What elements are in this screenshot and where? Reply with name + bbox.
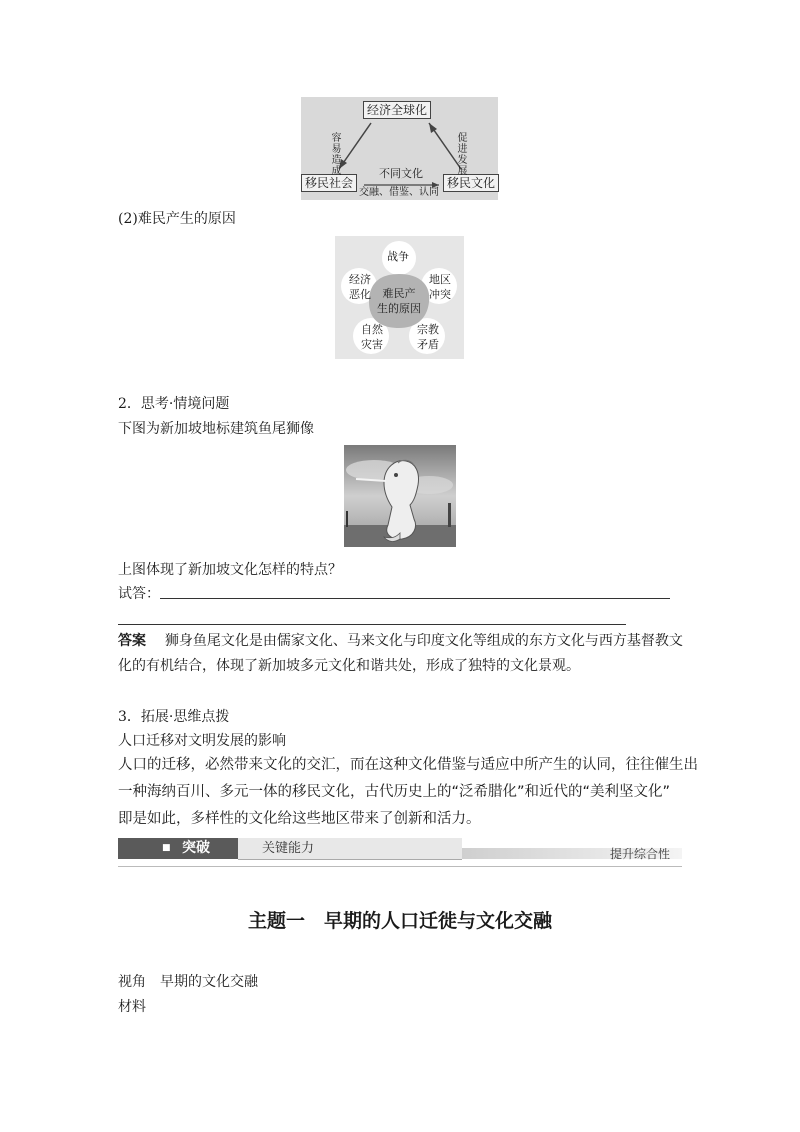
refugee-causes-heading: (2)难民产生的原因 [118, 211, 236, 227]
banner-marker-icon: ■ [162, 843, 171, 853]
section3-para-line1: 人口的迁移，必然带来文化的交汇，而在这种文化借鉴与适应中所产生的认同，往往催生出 [118, 757, 698, 773]
section3-subheading: 人口迁移对文明发展的影响 [118, 733, 286, 749]
section3-para-line3: 即是如此，多样性的文化给这些地区带来了创新和活力。 [118, 811, 481, 827]
refugee-causes-diagram [335, 236, 464, 359]
photo-caption: 下图为新加坡地标建筑鱼尾狮像 [118, 421, 314, 437]
petal-religion [415, 322, 441, 352]
petal-conflict [427, 272, 453, 302]
globalization-diagram [301, 97, 498, 200]
merlion-photo [344, 445, 456, 547]
center-line1: 难民产 [382, 287, 416, 300]
petal-conflict-line1: 地区 [429, 273, 451, 286]
petal-religion-line1: 宗教 [417, 323, 439, 336]
banner-dark-block [118, 838, 238, 859]
key-ability-banner [118, 838, 682, 860]
answer-paragraph-line2: 化的有机结合，体现了新加坡多元文化和谐共处，形成了独特的文化景观。 [118, 658, 580, 674]
immigrant-culture-node: 移民文化 [443, 174, 499, 192]
petal-conflict-line2: 冲突 [429, 288, 451, 301]
merlion-statue-icon [344, 445, 456, 547]
right-edge-label: 促进发展 [457, 133, 468, 177]
banner-tag: 突破 [182, 840, 210, 856]
banner-label: 关键能力 [262, 841, 315, 856]
answer-prompt: 试答： [118, 586, 160, 602]
view-heading: 视角 早期的文化交融 [118, 974, 258, 990]
answer-line-2[interactable] [118, 624, 626, 625]
diagram-center [373, 286, 425, 316]
petal-economy [347, 272, 373, 302]
question-text: 上图体现了新加坡文化怎样的特点？ [118, 562, 342, 578]
bottom-edge-bottom-label: 交融、借鉴、认同 [359, 187, 439, 198]
petal-economy-line2: 恶化 [349, 288, 371, 301]
petal-disaster-line1: 自然 [361, 323, 383, 336]
petal-religion-line2: 矛盾 [417, 338, 439, 351]
center-line2: 生的原因 [377, 302, 421, 315]
section3-heading: 3．拓展·思维点拨 [118, 709, 230, 725]
petal-disaster [359, 322, 385, 352]
bottom-edge-top-label: 不同文化 [379, 167, 423, 180]
answer-label: 答案 [118, 633, 146, 649]
answer-line-1[interactable] [160, 598, 670, 599]
banner-label-block [238, 838, 462, 860]
answer-paragraph-line1 [118, 631, 683, 651]
left-edge-label: 容易造成 [331, 133, 342, 177]
answer-text-line1: 狮身鱼尾文化是由儒家文化、马来文化与印度文化等组成的东方文化与西方基督教文 [164, 633, 683, 649]
globalization-node: 经济全球化 [363, 101, 431, 119]
petal-economy-line1: 经济 [349, 273, 371, 286]
immigrant-society-node: 移民社会 [301, 174, 357, 192]
banner-rule [118, 866, 682, 867]
section2-heading: 2．思考·情境问题 [118, 396, 230, 412]
section3-para-line2: 一种海纳百川、多元一体的移民文化，古代历史上的“泛希腊化”和近代的“美利坚文化” [118, 784, 671, 800]
banner-right-label: 提升综合性 [610, 847, 671, 861]
material-label: 材料 [118, 999, 146, 1015]
theme-title: 主题一 早期的人口迁徙与文化交融 [247, 910, 552, 932]
petal-disaster-line2: 灾害 [361, 338, 383, 351]
petal-war: 战争 [387, 250, 409, 263]
